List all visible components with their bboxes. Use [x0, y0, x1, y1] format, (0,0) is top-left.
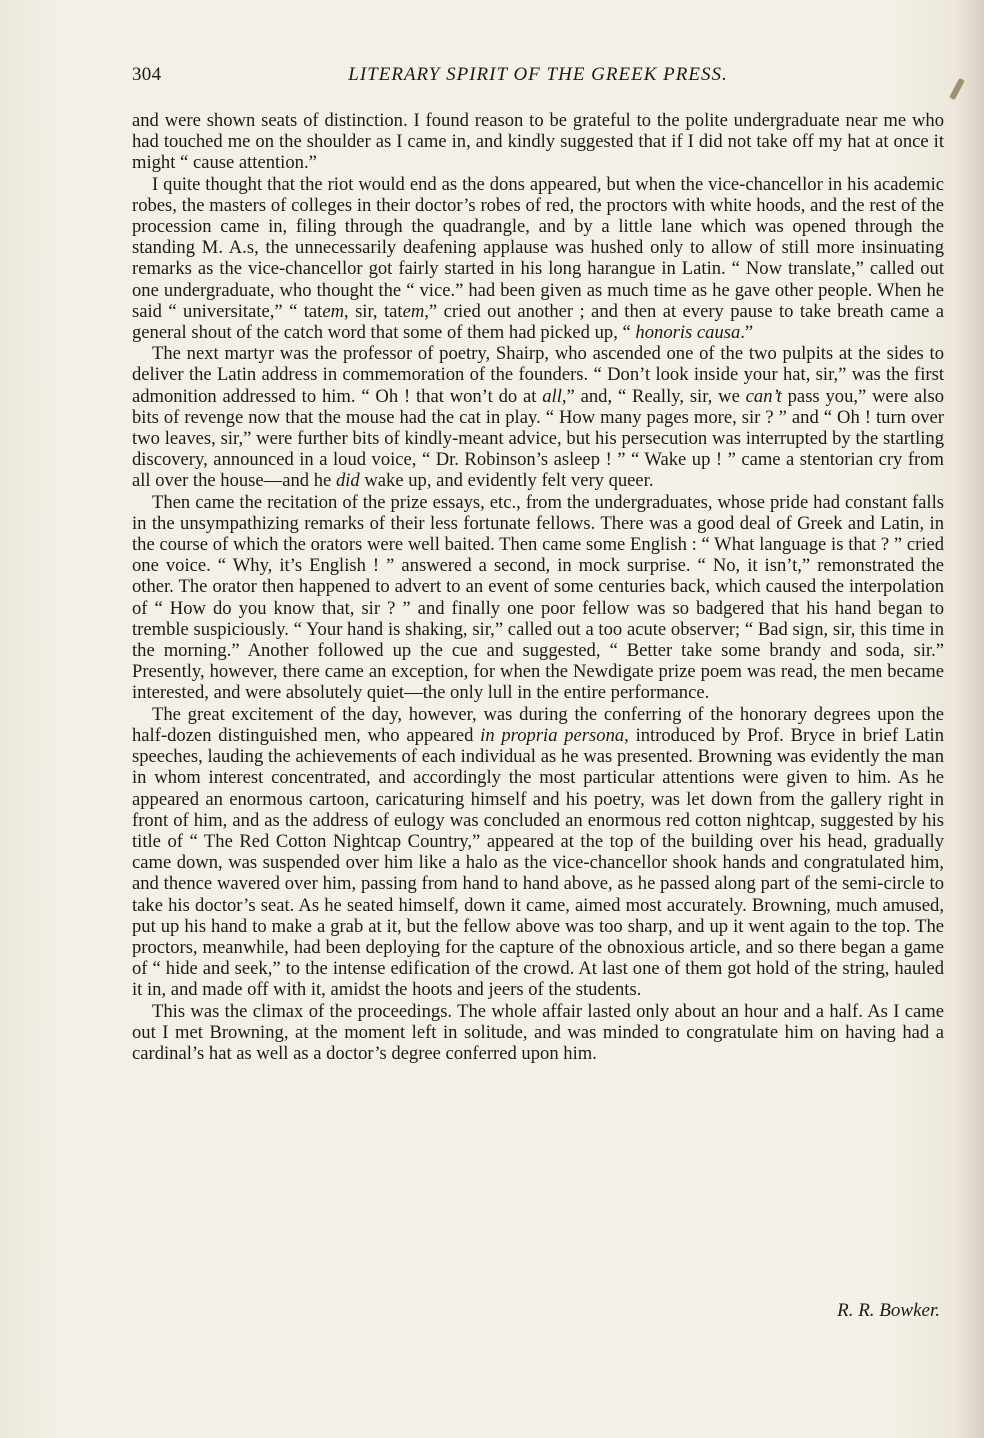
text-run: pass you,” were also bits of revenge now that the mouse had the cat in play. “ How many pages more, sir ? ” and “ Oh ! turn over two leaves, sir,” were further bits of kindly-meant advice, but his persecution was interrupted by the startling discovery, announced in a loud voice, “ Dr. Robinson’s asleep ! ” “ Wake up ! ” came a stentorian cry from all over the house—and he — [132, 385, 945, 492]
text-run: ,” and, “ Really, sir, we — [561, 385, 746, 407]
page-number: 304 — [132, 64, 162, 85]
paragraph — [132, 1001, 944, 1065]
text-run: wake up, and evidently felt very queer. — [359, 470, 654, 492]
italic-text: em — [402, 300, 425, 322]
author-signature: R. R. Bowker. — [837, 1300, 940, 1321]
italic-text: all — [542, 385, 562, 407]
text-run: Then came the recitation of the prize essays, etc., from the undergraduates, whose pride had constant falls in the unsympathizing remarks of their less fortunate fellows. There was a good deal of Greek and Latin, in the course of which the orators were well baited. Then came some English : “ What language is that ? ” cried one voice. “ Why, it’s English ! ” answered a second, in mock surprise. “ No, it isn’t,” remonstrated the other. The orator then happened to advert to an event of some centuries back, which caused the interpolation of “ How do you know that, sir ? ” and finally one poor fellow was so badgered that his hand began to tremble suspiciously. “ Your hand is shaking, sir,” called out a too acute observer; “ Bad sign, sir, this time in the morning.” Another followed up the cue and suggested, “ Better take some brandy and soda, sir.” Presently, however, there came an exception, for when the Newdigate prize poem was read, the men became interested, and were absolutely quiet—the only lull in the entire performance. — [132, 491, 944, 704]
text-run: ,” cried out another ; and then at every pause to take breath came a general shout of the catch word that some of them had picked up, “ — [132, 300, 945, 344]
italic-text: did — [335, 470, 360, 492]
text-run: I quite thought that the riot would end as the dons appeared, but when the vice-chancellor in his academic robes, the masters of colleges in their doctor’s robes of red, the proctors with white hoods, and the rest of the procession came in, filing through the quadrangle, and by a little lane which was opened through the standing M. A.s, the unnecessarily deafening applause was hushed only to allow of still more insinuating remarks as the vice-chancellor got fairly started in his long harangue in Latin. “ Now translate,” called out one undergraduate, who thought the “ vice.” had been given as much time as he gave other people. When he said “ universitate,” “ tat — [132, 173, 944, 322]
italic-text: em — [322, 300, 345, 322]
text-run: , sir, tat — [344, 300, 403, 322]
paragraph — [132, 110, 944, 174]
text-run: and were shown seats of distinction. I found reason to be grateful to the polite undergraduate near me who had touched me on the shoulder as I came in, and kindly suggested that if I did not take off my hat at once it might “ cause attention.” — [132, 110, 944, 174]
text-run: This was the climax of the proceedings. The whole affair lasted only about an hour and a half. As I came out I met Browning, at the moment left in solitude, and was minded to congratulate him on having had a cardinal’s hat as well as a doctor’s degree conferred upon him. — [132, 1000, 944, 1064]
paragraph — [132, 174, 944, 344]
paragraph — [132, 704, 944, 1001]
text-run: The next martyr was the professor of poetry, Shairp, who ascended one of the two pulpits at the sides to deliver the Latin address in commemoration of the founders. “ Don’t look inside your hat, sir,” was the first admonition addressed to him. “ Oh ! that won’t do at — [132, 343, 944, 407]
italic-text: can’t — [745, 385, 782, 407]
paragraph — [132, 343, 944, 491]
article-body — [132, 110, 944, 1064]
italic-text: in propria persona — [480, 724, 625, 746]
page-edge-shadow — [958, 0, 984, 1438]
page-header — [132, 64, 944, 94]
running-title: LITERARY SPIRIT OF THE GREEK PRESS. — [348, 64, 728, 85]
text-run: .” — [740, 322, 754, 344]
text-run: , introduced by Prof. Bryce in brief Latin speeches, lauding the achievements of each individual as he was presented. Browning was evidently the man in whom interest concentrated, and accordingly the most particular attentions were given to him. As he appeared an enormous cartoon, caricaturing himself and his poetry, was let down from the gallery right in front of him, and as the address of eulogy was concluded an enormous red cotton nightcap, suggested by his title of “ The Red Cotton Nightcap Country,” appeared at the top of the building over his head, gradually came down, was suspended over him like a halo as the vice-chancellor shook hands and congratulated him, and thence wavered over him, passing from hand to hand above, as he passed along part of the semi-circle to take his doctor’s seat. As he seated himself, down it came, aimed most accurately. Browning, much amused, put up his hand to make a grab at it, but the fellow above was too sharp, and up it went again to the top. The proctors, meanwhile, had been deploying for the capture of the obnoxious article, and so there began a game of “ hide and seek,” to the intense edification of the crowd. At last one of them got hold of the string, hauled it in, and made off with it, amidst the hoots and jeers of the students. — [132, 724, 944, 1001]
paragraph — [132, 492, 944, 704]
italic-text: honoris causa — [635, 322, 741, 344]
text-run: The great excitement of the day, however, was during the conferring of the honorary degrees upon the half-dozen distinguished men, who appeared — [132, 703, 944, 746]
